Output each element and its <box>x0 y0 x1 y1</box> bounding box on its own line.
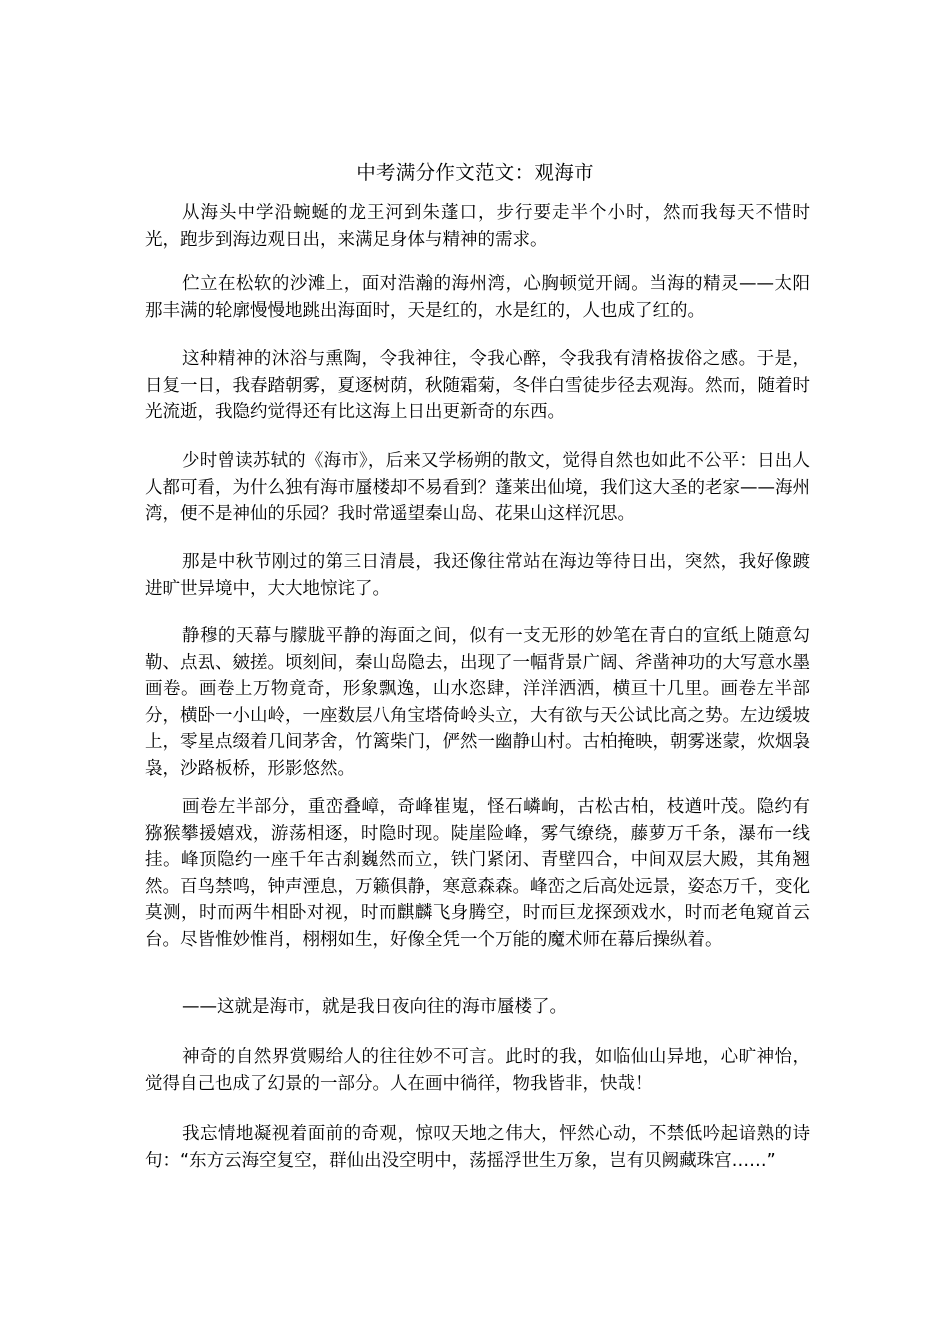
paragraph: 那是中秋节刚过的第三日清晨，我还像往常站在海边等待日出，突然，我好像踱进旷世异境中，大大地惊诧了。 <box>145 552 810 599</box>
paragraph: ——这就是海市，就是我日夜向往的海市蜃楼了。 <box>182 997 567 1017</box>
paragraph: 静穆的天幕与朦胧平静的海面之间，似有一支无形的妙笔在青白的宣纸上随意勾勒、点厾、皴搓。顷刻间，秦山岛隐去，出现了一幅背景广阔、斧凿神功的大写意水墨画卷。画卷上万物竟奇，形象飘逸，山水恣肆，洋洋洒洒，横亘十几里。画卷左半部分，横卧一小山岭，一座数层八角宝塔倚岭头立，大有欲与天公试比高之势。左边缓坡上，零星点缀着几间茅舍，竹篱柴门，俨然一幽静山村。古柏掩映，朝雾迷蒙，炊烟袅袅，沙路板桥，形影悠然。 <box>145 626 810 779</box>
paragraph: 少时曾读苏轼的《海市》，后来又学杨朔的散文，觉得自然也如此不公平：日出人人都可看，为什么独有海市蜃楼却不易看到？蓬莱出仙境，我们这大圣的老家——海州湾，便不是神仙的乐园？我时常遥望秦山岛、花果山这样沉思。 <box>145 451 810 524</box>
paragraph: 我忘情地凝视着面前的奇观，惊叹天地之伟大，怦然心动，不禁低吟起谙熟的诗句：“东方云海空复空，群仙出没空明中，荡摇浮世生万象，岂有贝阙藏珠宫……” <box>145 1124 810 1171</box>
paragraph: 画卷左半部分，重峦叠嶂，奇峰崔嵬，怪石嶙峋，古松古柏，枝遒叶茂。隐约有猕猴攀援嬉戏，游荡相逐，时隐时现。陡崖险峰，雾气缭绕，藤萝万千条，瀑布一线挂。峰顶隐约一座千年古刹巍然而立，铁门紧闭、青壁四合，中间双层大殿，其角翘然。百鸟禁鸣，钟声湮息，万籁俱静，寒意森森。峰峦之后高处远景，姿态万千，变化莫测，时而两牛相卧对视，时而麒麟飞身腾空，时而巨龙探颈戏水，时而老龟窥首云台。尽皆惟妙惟肖，栩栩如生，好像全凭一个万能的魔术师在幕后操纵着。 <box>145 797 810 950</box>
document-title: 中考满分作文范文：观海市 <box>356 161 594 184</box>
paragraph: 这种精神的沐浴与熏陶，令我神往，令我心醉，令我我有清格拔俗之感。于是，日复一日，我春踏朝雾，夏逐树荫，秋随霜菊，冬伴白雪徒步径去观海。然而，随着时光流逝，我隐约觉得还有比这海上日出更新奇的东西。 <box>145 349 810 422</box>
paragraph: 从海头中学沿蜿蜒的龙王河到朱蓬口，步行要走半个小时，然而我每天不惜时光，跑步到海边观日出，来满足身体与精神的需求。 <box>145 203 810 250</box>
paragraph: 神奇的自然界赏赐给人的往往妙不可言。此时的我，如临仙山异地，心旷神怡，觉得自己也成了幻景的一部分。人在画中徜徉，物我皆非，快哉！ <box>145 1047 810 1094</box>
paragraph: 伫立在松软的沙滩上，面对浩瀚的海州湾，心胸顿觉开阔。当海的精灵——太阳那丰满的轮廓慢慢地跳出海面时，天是红的，水是红的，人也成了红的。 <box>145 274 810 321</box>
